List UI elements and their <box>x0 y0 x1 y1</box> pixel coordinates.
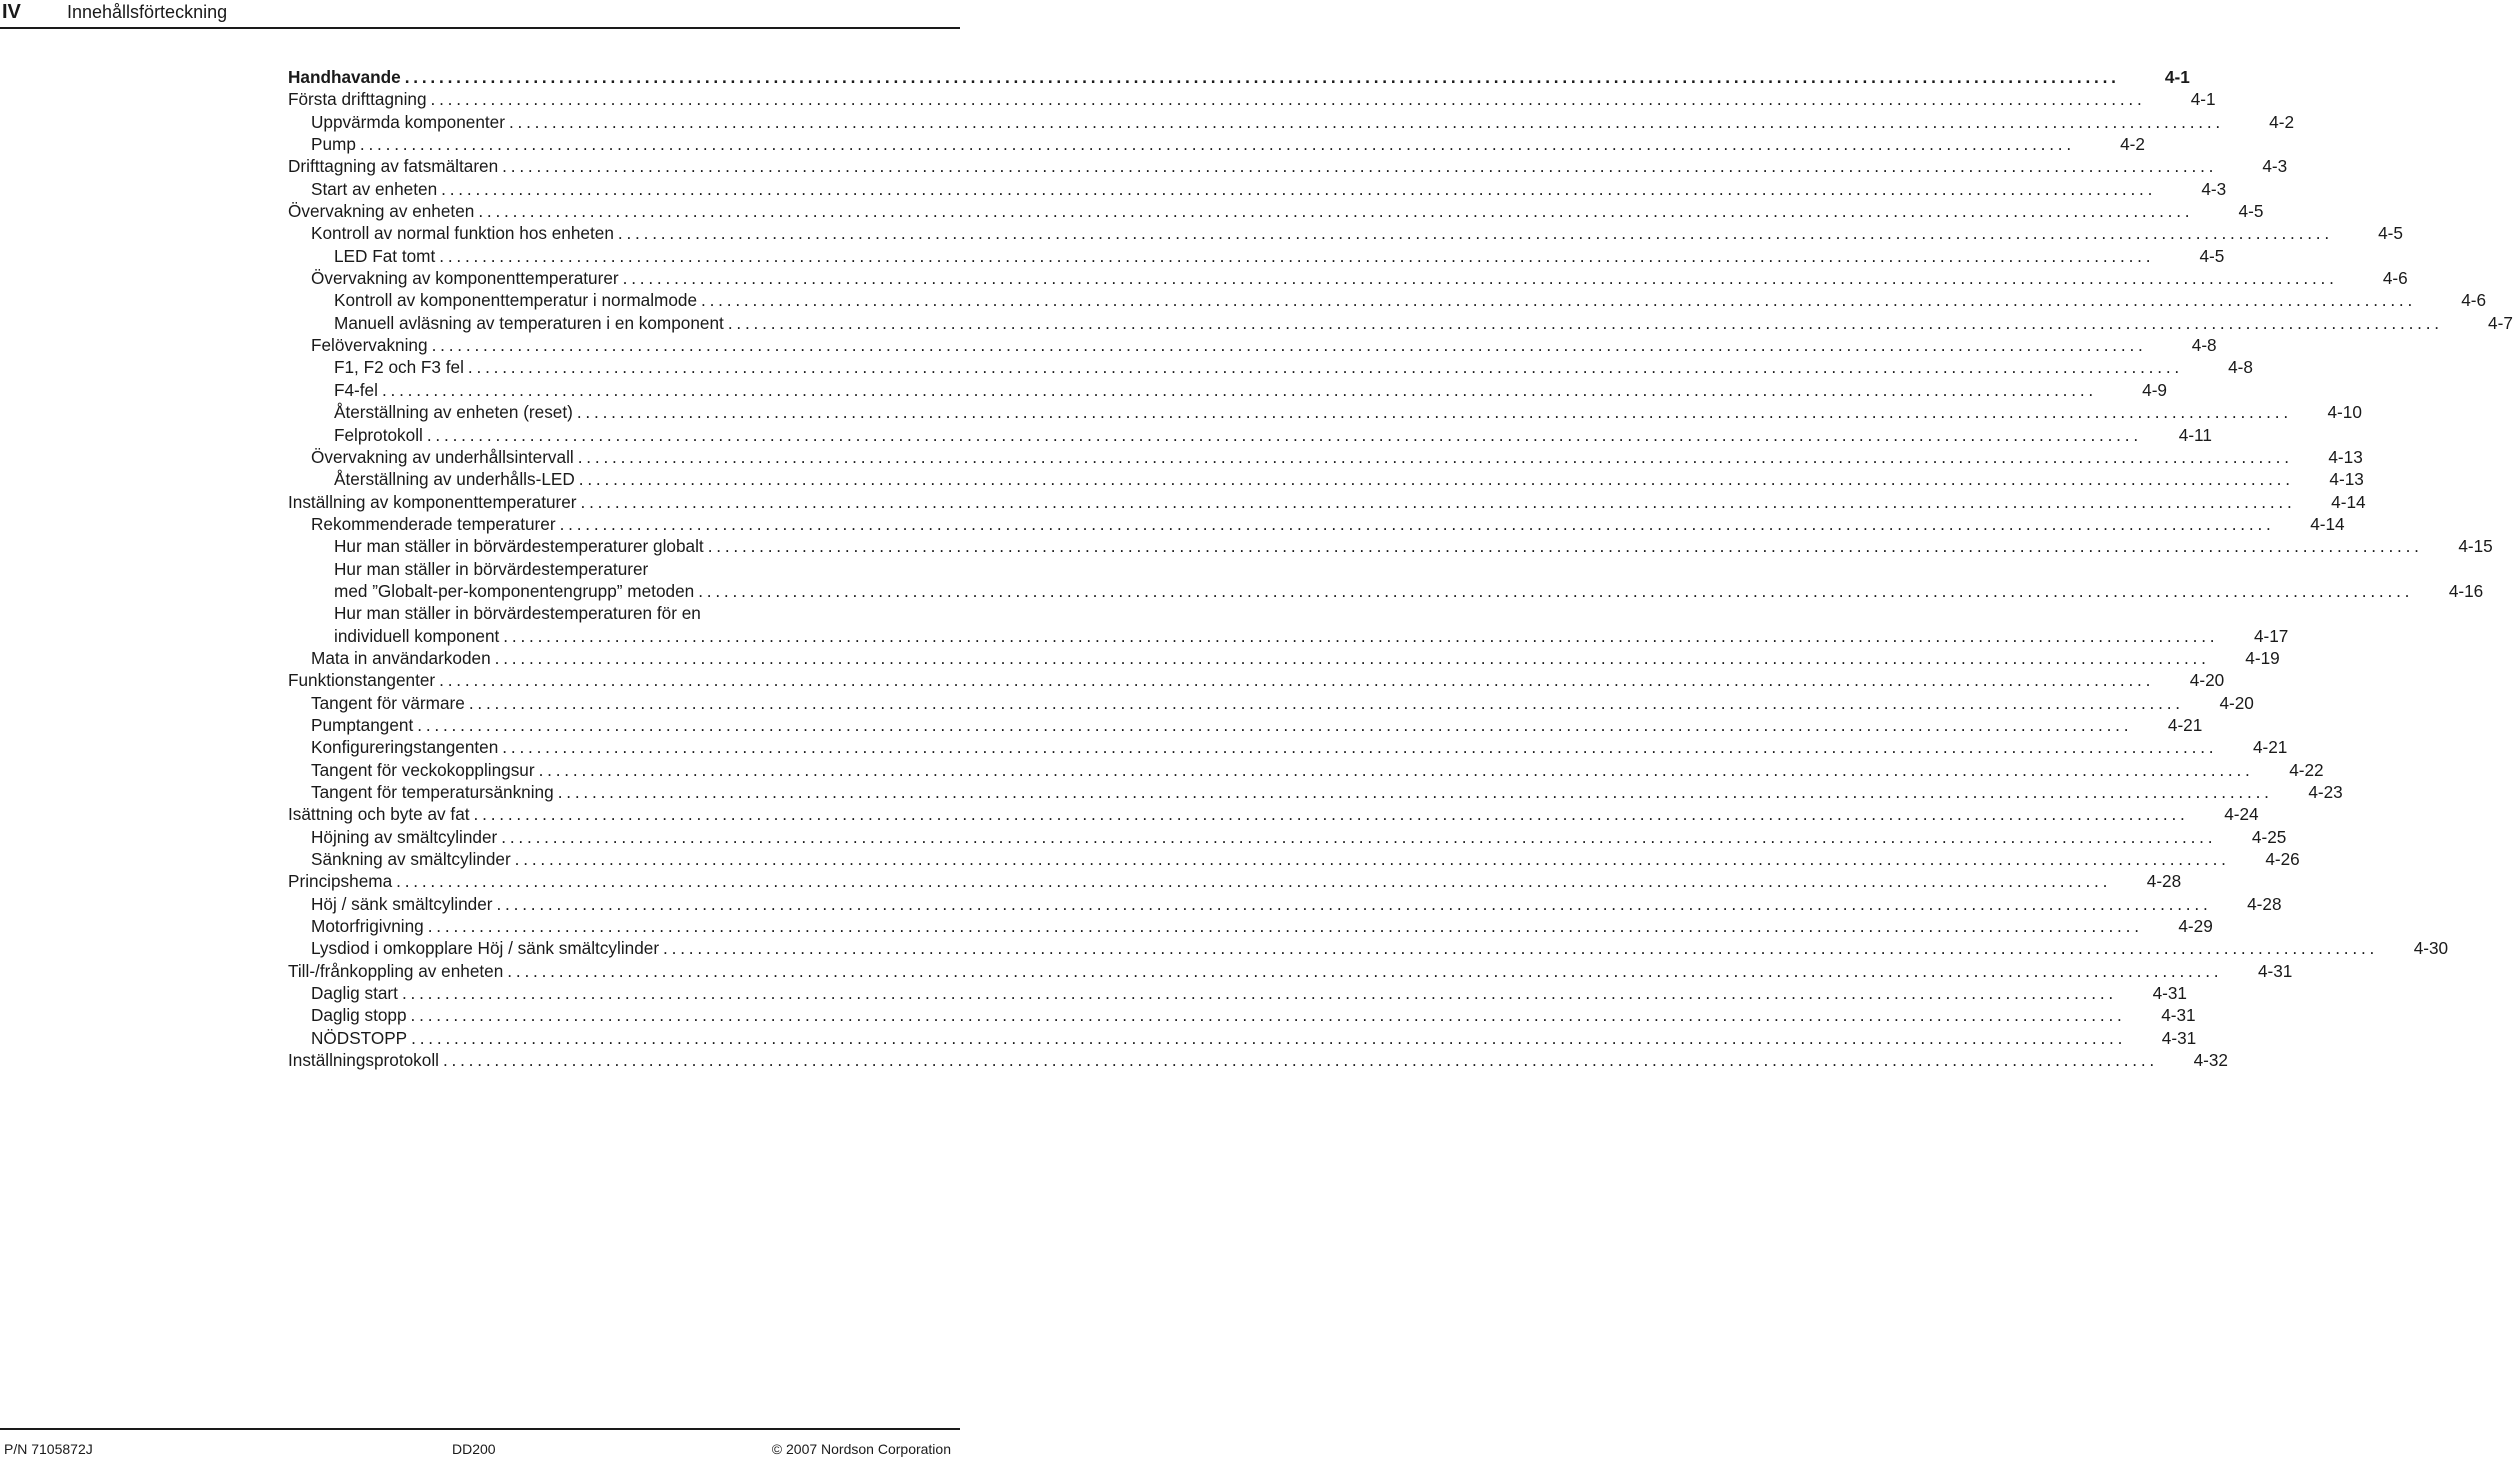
page-title: Innehållsförteckning <box>67 2 228 22</box>
toc-entry-left <box>288 178 2156 200</box>
toc-entry-title: Inställning av komponenttemperaturer <box>288 491 577 512</box>
toc-entry[interactable] <box>288 88 2216 110</box>
toc-dot-leader: ........................................................................................................................................................................................................ <box>441 178 2157 199</box>
toc-entry-page: 4-13 <box>2328 446 2363 467</box>
toc-entry-page: 4-21 <box>2252 737 2288 758</box>
toc-entry-title: Tangent för temperatursänkning <box>311 782 554 802</box>
toc-dot-leader: ........................................................................................................................................................................................................ <box>507 960 2223 981</box>
toc-entry-page: 4-14 <box>2331 491 2366 512</box>
toc-entry-left <box>288 736 2217 758</box>
toc-entry-left <box>288 379 2097 401</box>
toc-dot-leader: ........................................................................................................................................................................................................ <box>427 916 2143 937</box>
toc-entry-left <box>288 468 2294 490</box>
toc-entry[interactable] <box>288 535 2493 557</box>
toc-dot-leader: ........................................................................................................................................................................................................ <box>396 871 2112 892</box>
toc-entry-title: Felprotokoll <box>334 424 423 445</box>
toc-entry-page: 4-5 <box>2378 223 2403 244</box>
toc-entry-page: 4-31 <box>2152 983 2187 1004</box>
toc-entry-page: 4-8 <box>2191 335 2217 356</box>
toc-entry-title: Felövervakning <box>311 335 428 356</box>
toc-entry[interactable] <box>288 870 2182 892</box>
toc-entry[interactable] <box>288 356 2253 378</box>
toc-entry[interactable] <box>288 692 2254 714</box>
toc-dot-leader: ........................................................................................................................................................................................................ <box>442 1050 2158 1071</box>
toc-entry-title: individuell komponent <box>334 625 500 646</box>
toc-entry-left <box>288 625 2218 647</box>
toc-entry[interactable] <box>288 178 2227 200</box>
toc-entry[interactable] <box>288 401 2362 423</box>
toc-entry[interactable] <box>288 66 2190 88</box>
toc-dot-leader: ........................................................................................................................................................................................................ <box>559 513 2275 534</box>
toc-dot-leader: ........................................................................................................................................................................................................ <box>468 692 2184 713</box>
toc-entry-left <box>288 267 2338 289</box>
toc-entry-left <box>288 200 2193 222</box>
toc-entry-left <box>288 937 2378 959</box>
toc-dot-leader: ........................................................................................................................................................................................................ <box>496 893 2212 914</box>
toc-entry-title: Pumptangent <box>311 714 414 735</box>
footer-model: DD200 <box>452 1441 496 1457</box>
toc-entry-page: 4-2 <box>2120 134 2145 155</box>
toc-entry-title: Pump <box>311 134 356 155</box>
toc-entry-left <box>288 1049 2158 1071</box>
toc-dot-leader: ........................................................................................................................................................................................................ <box>431 335 2147 356</box>
toc-entry-title: Daglig stopp <box>311 1005 407 1026</box>
toc-dot-leader: ........................................................................................................................................................................................................ <box>727 312 2443 333</box>
toc-entry-left <box>288 982 2117 1004</box>
toc-dot-leader: ........................................................................................................................................................................................................ <box>502 737 2218 758</box>
toc-entry-left <box>288 133 2075 155</box>
toc-entry-page: 4-2 <box>2269 111 2294 132</box>
toc-dot-leader: ........................................................................................................................................................................................................ <box>538 759 2254 780</box>
toc-entry-left <box>288 334 2147 356</box>
toc-entry-page: 4-16 <box>2448 580 2484 601</box>
toc-dot-leader: ........................................................................................................................................................................................................ <box>430 89 2146 110</box>
footer-copyright: © 2007 Nordson Corporation <box>771 1441 951 1457</box>
toc-entry[interactable] <box>288 312 2513 334</box>
toc-entry-left <box>288 893 2212 915</box>
table-of-contents <box>288 66 2513 1071</box>
page-header <box>0 0 960 24</box>
toc-entry-page: 4-32 <box>2193 1050 2228 1071</box>
toc-entry-page: 4-26 <box>2265 849 2300 870</box>
toc-dot-leader: ........................................................................................................................................................................................................ <box>503 625 2219 646</box>
toc-entry-title: Övervakning av enheten <box>288 201 475 222</box>
toc-entry-prefix: Hur man ställer in börvärdestemperaturen för en <box>334 603 701 624</box>
toc-entry-page: 4-23 <box>2308 782 2343 802</box>
toc-entry-title: Kontroll av komponenttemperatur i normalmode <box>334 290 698 311</box>
toc-entry-left <box>288 781 2273 803</box>
toc-entry[interactable] <box>288 267 2408 289</box>
toc-entry-page: 4-25 <box>2251 826 2287 847</box>
toc-entry[interactable] <box>288 289 2487 311</box>
toc-dot-leader: ........................................................................................................................................................................................................ <box>467 357 2183 378</box>
toc-entry[interactable] <box>288 513 2345 535</box>
toc-entry-title: Daglig start <box>311 983 398 1004</box>
toc-entry-title: Lysdiod i omkopplare Höj / sänk smältcylinder <box>311 938 660 959</box>
toc-entry[interactable] <box>288 982 2187 1004</box>
toc-dot-leader: ........................................................................................................................................................................................................ <box>410 1005 2126 1026</box>
toc-entry[interactable] <box>288 893 2282 915</box>
toc-entry-page: 4-6 <box>2461 290 2487 311</box>
toc-entry-title: LED Fat tomt <box>334 245 436 266</box>
toc-entry[interactable] <box>288 781 2343 803</box>
toc-entry-title: Första drifttagning <box>288 89 427 110</box>
toc-entry-title: Hur man ställer in börvärdestemperaturer globalt <box>334 536 704 557</box>
toc-entry-left <box>288 826 2216 848</box>
toc-entry-left <box>288 1004 2126 1026</box>
toc-entry-left <box>288 513 2275 535</box>
toc-entry-title: Tangent för värmare <box>311 692 465 713</box>
toc-entry[interactable] <box>288 625 2289 647</box>
toc-entry-title: Principshema <box>288 871 393 892</box>
toc-entry-page: 4-9 <box>2142 379 2167 400</box>
toc-entry-title: Start av enheten <box>311 178 438 199</box>
toc-entry-page: 4-28 <box>2247 893 2282 914</box>
toc-entry-left <box>288 401 2292 423</box>
toc-entry-title: Konfigureringstangenten <box>311 737 499 758</box>
toc-entry-page: 4-20 <box>2189 670 2225 691</box>
toc-entry-page: 4-24 <box>2224 804 2259 825</box>
toc-entry-title: Övervakning av underhållsintervall <box>311 446 574 467</box>
toc-entry-title: Uppvärmda komponenter <box>311 111 505 132</box>
toc-entry-left <box>288 759 2254 781</box>
toc-entry-page: 4-20 <box>2219 692 2254 713</box>
toc-entry-left <box>288 647 2210 669</box>
toc-dot-leader: ........................................................................................................................................................................................................ <box>578 469 2294 490</box>
toc-entry-page: 4-22 <box>2289 759 2324 780</box>
toc-entry-left <box>288 312 2443 334</box>
toc-entry[interactable] <box>288 245 2225 267</box>
toc-dot-leader: ........................................................................................................................................................................................................ <box>417 714 2133 735</box>
toc-entry[interactable] <box>288 1027 2197 1049</box>
toc-entry-left <box>288 356 2183 378</box>
toc-entry-left <box>288 960 2222 982</box>
toc-entry-title: Funktionstangenter <box>288 670 436 691</box>
toc-dot-leader: ........................................................................................................................................................................................................ <box>401 983 2117 1004</box>
toc-entry[interactable] <box>288 915 2213 937</box>
toc-entry-left <box>288 88 2146 110</box>
footer-part-number: P/N 7105872J <box>4 1441 93 1457</box>
toc-entry-page: 4-10 <box>2327 402 2362 423</box>
toc-entry-page: 4-28 <box>2146 871 2182 892</box>
toc-entry-page: 4-31 <box>2257 960 2293 981</box>
toc-entry-page: 4-14 <box>2310 513 2345 534</box>
toc-entry[interactable] <box>288 647 2280 669</box>
toc-entry[interactable] <box>288 424 2212 446</box>
toc-dot-leader: ........................................................................................................................................................................................................ <box>663 938 2379 959</box>
toc-entry[interactable] <box>288 111 2294 133</box>
toc-entry[interactable] <box>288 736 2288 758</box>
toc-dot-leader: ........................................................................................................................................................................................................ <box>439 670 2155 691</box>
toc-entry[interactable] <box>288 468 2364 490</box>
toc-entry-title: Handhavande <box>288 67 401 87</box>
toc-entry-page: 4-8 <box>2228 357 2253 378</box>
toc-entry[interactable] <box>288 133 2145 155</box>
toc-entry[interactable] <box>288 580 2484 602</box>
toc-entry-title: Rekommenderade temperaturer <box>311 513 556 534</box>
toc-entry-left <box>288 803 2189 825</box>
toc-entry-left <box>288 714 2132 736</box>
toc-dot-leader: ........................................................................................................................................................................................................ <box>514 849 2230 870</box>
toc-entry-title: NÖDSTOPP <box>311 1027 408 1048</box>
toc-dot-leader: ........................................................................................................................................................................................................ <box>381 379 2097 400</box>
toc-dot-leader: ........................................................................................................................................................................................................ <box>580 491 2296 512</box>
toc-entry-left <box>288 915 2143 937</box>
toc-dot-leader: ........................................................................................................................................................................................................ <box>577 446 2293 467</box>
toc-entry-title: F1, F2 och F3 fel <box>334 357 464 378</box>
toc-entry[interactable] <box>288 960 2293 982</box>
toc-entry[interactable] <box>288 759 2324 781</box>
toc-entry-title: Kontroll av normal funktion hos enheten <box>311 223 614 244</box>
toc-entry-page: 4-3 <box>2262 156 2288 177</box>
toc-entry-left <box>288 669 2154 691</box>
toc-entry-title: Sänkning av smältcylinder <box>311 849 511 870</box>
toc-entry-title: Drifttagning av fatsmältaren <box>288 156 499 177</box>
toc-dot-leader: ........................................................................................................................................................................................................ <box>426 424 2142 445</box>
toc-entry[interactable] <box>288 200 2264 222</box>
toc-entry-page: 4-5 <box>2238 201 2264 222</box>
toc-entry[interactable] <box>288 155 2288 177</box>
toc-entry-title: Isättning och byte av fat <box>288 804 470 825</box>
toc-dot-leader: ........................................................................................................................................................................................................ <box>404 67 2120 87</box>
toc-entry[interactable] <box>288 826 2287 848</box>
toc-dot-leader: ........................................................................................................................................................................................................ <box>473 804 2189 825</box>
toc-entry-page: 4-6 <box>2382 268 2408 289</box>
toc-dot-leader: ........................................................................................................................................................................................................ <box>508 111 2224 132</box>
toc-dot-leader: ........................................................................................................................................................................................................ <box>701 290 2417 311</box>
toc-entry-page: 4-30 <box>2413 938 2449 959</box>
toc-entry[interactable] <box>288 1004 2196 1026</box>
toc-dot-leader: ........................................................................................................................................................................................................ <box>439 245 2155 266</box>
toc-entry-left <box>288 535 2423 557</box>
toc-entry-left <box>288 289 2416 311</box>
toc-dot-leader: ........................................................................................................................................................................................................ <box>411 1027 2127 1048</box>
toc-entry[interactable] <box>288 848 2300 870</box>
toc-dot-leader: ........................................................................................................................................................................................................ <box>494 647 2210 668</box>
toc-entry-page: 4-29 <box>2178 916 2213 937</box>
toc-entry-prefix: Hur man ställer in börvärdestemperaturer <box>334 558 649 579</box>
toc-dot-leader: ........................................................................................................................................................................................................ <box>707 536 2423 557</box>
toc-entry-left <box>288 111 2224 133</box>
toc-entry-left <box>288 848 2230 870</box>
toc-entry-left <box>288 580 2413 602</box>
toc-entry[interactable] <box>288 446 2363 468</box>
toc-entry-title: med ”Globalt-per-komponentengrupp” metoden <box>334 580 695 601</box>
toc-entry[interactable] <box>288 379 2167 401</box>
toc-entry[interactable] <box>288 334 2217 356</box>
toc-entry-title: Motorfrigivning <box>311 916 424 937</box>
toc-entry-page: 4-21 <box>2167 714 2203 735</box>
toc-dot-leader: ........................................................................................................................................................................................................ <box>478 201 2194 222</box>
footer-divider <box>0 1428 960 1430</box>
toc-dot-leader: ........................................................................................................................................................................................................ <box>576 402 2292 423</box>
toc-entry-page: 4-19 <box>2245 647 2280 668</box>
toc-entry-title: Återställning av underhålls-LED <box>334 469 575 490</box>
toc-dot-leader: ........................................................................................................................................................................................................ <box>622 268 2338 289</box>
toc-dot-leader: ........................................................................................................................................................................................................ <box>359 134 2075 155</box>
toc-entry-left <box>288 446 2293 468</box>
toc-entry-title: Till-/frånkoppling av enheten <box>288 960 504 981</box>
toc-entry-page: 4-11 <box>2178 424 2212 445</box>
toc-entry-page: 4-17 <box>2253 625 2289 646</box>
toc-entry-left <box>288 692 2184 714</box>
toc-entry-left <box>288 1027 2126 1049</box>
toc-dot-leader: ........................................................................................................................................................................................................ <box>557 782 2273 802</box>
toc-entry-left <box>288 66 2120 88</box>
toc-entry-left <box>288 245 2154 267</box>
toc-entry-title: Övervakning av komponenttemperaturer <box>311 268 619 289</box>
toc-entry-title: Inställningsprotokoll <box>288 1050 439 1071</box>
toc-entry-page: 4-31 <box>2161 1027 2197 1048</box>
toc-entry-page: 4-3 <box>2201 178 2227 199</box>
toc-entry-page: 4-1 <box>2190 89 2216 110</box>
toc-dot-leader: ........................................................................................................................................................................................................ <box>617 223 2333 244</box>
toc-entry[interactable] <box>288 714 2203 736</box>
toc-entry-title: Mata in användarkoden <box>311 647 491 668</box>
toc-entry-title: F4-fel <box>334 379 378 400</box>
toc-entry-page: 4-7 <box>2488 312 2513 333</box>
toc-entry-page: 4-15 <box>2458 536 2493 557</box>
toc-entry[interactable] <box>288 803 2259 825</box>
toc-entry-page: 4-1 <box>2164 67 2190 87</box>
toc-dot-leader: ........................................................................................................................................................................................................ <box>501 826 2217 847</box>
chapter-number: IV <box>2 1 21 23</box>
toc-entry[interactable] <box>288 937 2449 959</box>
toc-entry-left <box>288 870 2111 892</box>
toc-entry-left <box>288 155 2217 177</box>
toc-entry-title: Tangent för veckokopplingsur <box>311 759 535 780</box>
toc-entry-page: 4-5 <box>2199 245 2225 266</box>
toc-entry-left <box>288 424 2142 446</box>
toc-entry-title: Höjning av smältcylinder <box>311 826 498 847</box>
toc-entry-title: Återställning av enheten (reset) <box>334 402 573 423</box>
toc-entry-left <box>288 491 2296 513</box>
toc-entry[interactable] <box>288 491 2366 513</box>
toc-entry-page: 4-13 <box>2329 469 2364 490</box>
toc-entry-left <box>288 222 2333 244</box>
toc-entry-title: Höj / sänk smältcylinder <box>311 893 493 914</box>
toc-entry-title: Manuell avläsning av temperaturen i en komponent <box>334 312 724 333</box>
toc-entry[interactable] <box>288 669 2225 691</box>
toc-dot-leader: ........................................................................................................................................................................................................ <box>502 156 2218 177</box>
toc-entry[interactable] <box>288 222 2403 244</box>
toc-entry-page: 4-31 <box>2161 1005 2196 1026</box>
toc-dot-leader: ........................................................................................................................................................................................................ <box>698 580 2414 601</box>
toc-entry[interactable] <box>288 1049 2228 1071</box>
header-divider <box>0 27 960 29</box>
